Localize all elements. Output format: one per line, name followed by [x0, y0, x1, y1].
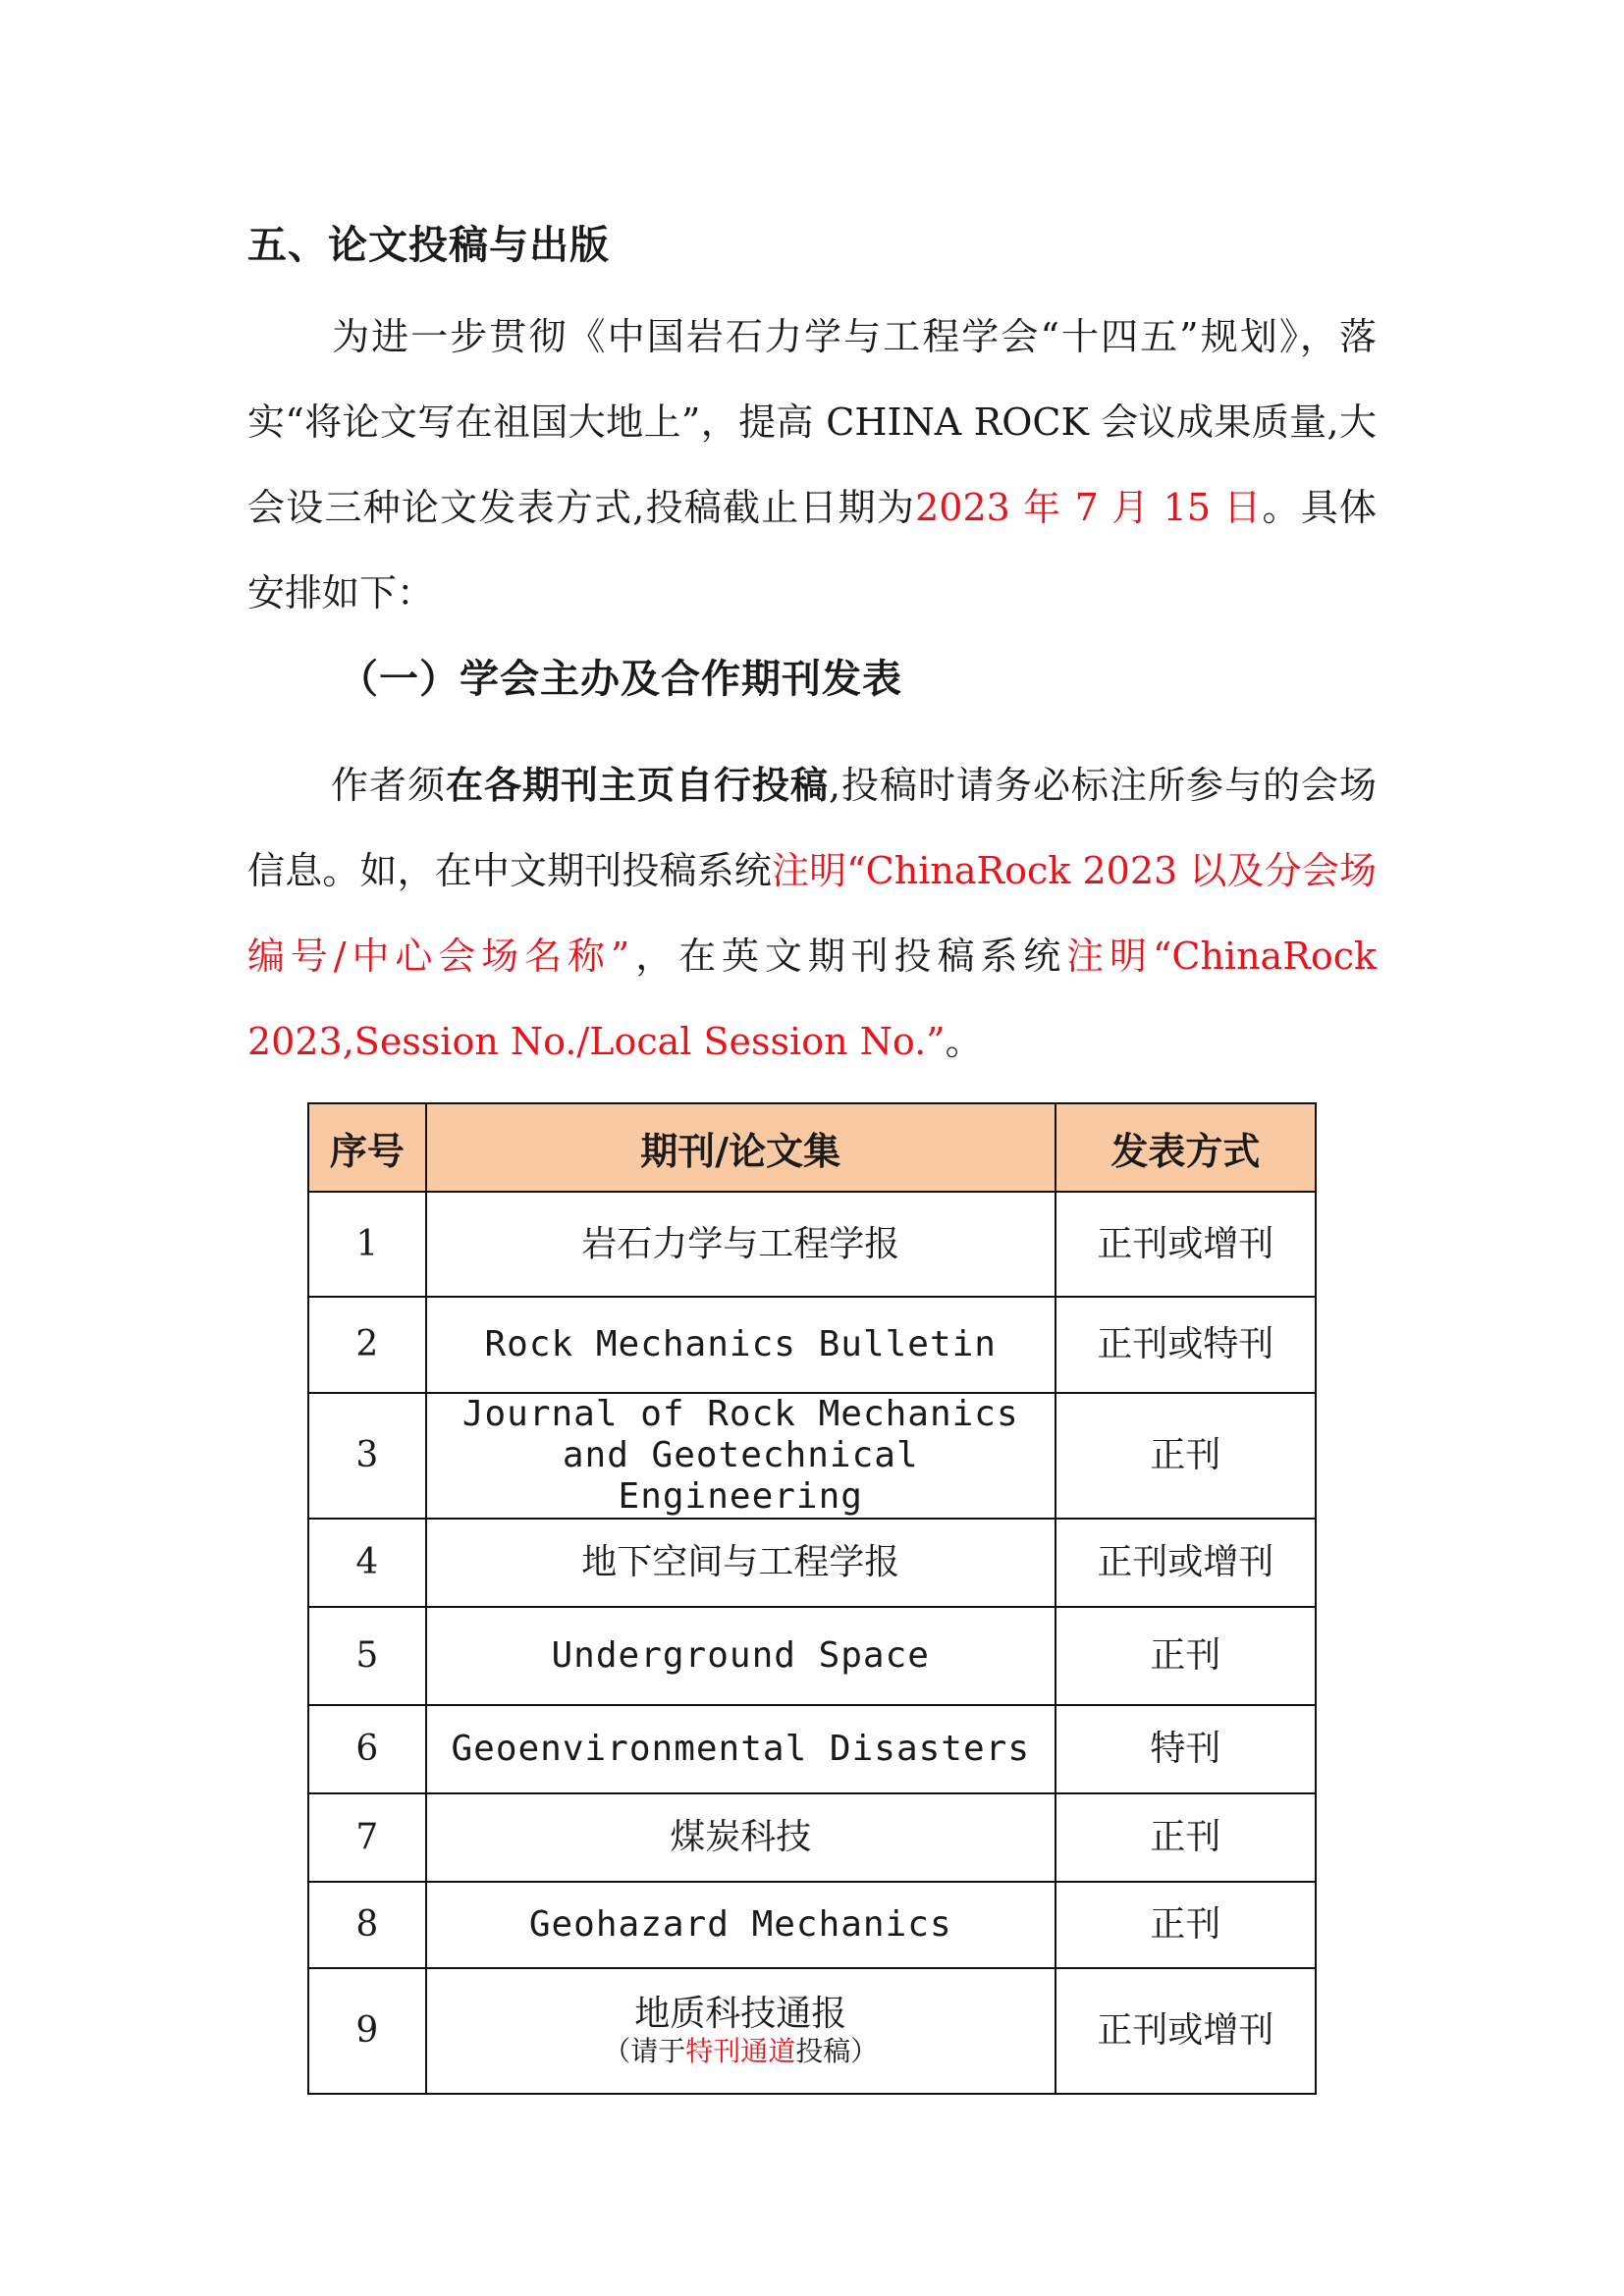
row-no: 1 [308, 1192, 426, 1297]
row-no: 4 [308, 1519, 426, 1607]
table-row [308, 1882, 1316, 1968]
submission-paragraph [247, 742, 1377, 1085]
intro-paragraph [247, 294, 1377, 636]
sub-text-3: ，在英文期刊投稿系统 [629, 934, 1067, 978]
table-row [308, 1968, 1316, 2094]
row-mode: 正刊 [1056, 1793, 1316, 1882]
row-mode: 正刊 [1056, 1882, 1316, 1968]
row-no: 5 [308, 1607, 426, 1705]
row-journal: Rock Mechanics Bulletin [426, 1297, 1056, 1393]
row-mode: 正刊 [1056, 1607, 1316, 1705]
header-journal: 期刊/论文集 [426, 1103, 1056, 1192]
row-no: 8 [308, 1882, 426, 1968]
sub-text-4: 。 [945, 1020, 983, 1063]
row-mode: 正刊 [1056, 1393, 1316, 1519]
row-journal: Geoenvironmental Disasters [426, 1705, 1056, 1793]
row-mode: 正刊或特刊 [1056, 1297, 1316, 1393]
subsection-heading: （一）学会主办及合作期刊发表 [339, 657, 902, 702]
deadline-date: 2023 年 7 月 15 日 [915, 486, 1263, 529]
header-no: 序号 [308, 1103, 426, 1192]
row-mode: 正刊或增刊 [1056, 1519, 1316, 1607]
row-journal: Geohazard Mechanics [426, 1882, 1056, 1968]
row-journal: 煤炭科技 [426, 1793, 1056, 1882]
table-row [308, 1793, 1316, 1882]
special-channel: 特刊通道 [685, 2035, 796, 2067]
row-no: 2 [308, 1297, 426, 1393]
table-row [308, 1393, 1316, 1519]
table-row [308, 1705, 1316, 1793]
table-row [308, 1607, 1316, 1705]
row-no: 9 [308, 1968, 426, 2094]
submission-note [427, 2035, 1055, 2068]
table-row [308, 1192, 1316, 1297]
row-no: 7 [308, 1793, 426, 1882]
row-journal: 岩石力学与工程学报 [426, 1192, 1056, 1297]
intro-text: 为进一步贯彻《中国岩石力学与工程学会“十四五”规划》，落实“将论文写在祖国大地上”，提高 CHINA ROCK 会议成果质量,大会设三种论文发表方式,投稿截止日期为 [247, 315, 1377, 529]
sub-text-1: 作者须 [330, 764, 446, 807]
intro-text-end: 。具体安排如下： [247, 486, 1377, 614]
row-mode: 正刊或增刊 [1056, 1192, 1316, 1297]
table-row [308, 1297, 1316, 1393]
row-journal: 地质科技通报 [634, 1994, 847, 2034]
note-prefix: （请于 [603, 2035, 686, 2067]
sub-text-bold: 在各期刊主页自行投稿 [445, 763, 829, 807]
row-journal: Journal of Rock Mechanics and Geotechnical Engineering [426, 1393, 1056, 1519]
table-header-row [308, 1103, 1316, 1192]
cn-note: 注明“ChinaRock 2023 以及分会场编号/中心会场名称” [247, 849, 1377, 978]
note-suffix: 投稿） [795, 2035, 879, 2067]
row-no: 6 [308, 1705, 426, 1793]
row-journal: 地下空间与工程学报 [426, 1519, 1056, 1607]
table-row [308, 1519, 1316, 1607]
row-no: 3 [308, 1393, 426, 1519]
en-note: 注明“ChinaRock 2023,Session No./Local Session No.” [247, 934, 1378, 1063]
section-heading: 五、论文投稿与出版 [247, 223, 610, 268]
row-journal-cell [426, 1968, 1056, 2094]
row-mode: 特刊 [1056, 1705, 1316, 1793]
row-mode: 正刊或增刊 [1056, 1968, 1316, 2094]
row-journal: Underground Space [426, 1607, 1056, 1705]
journal-table [307, 1102, 1317, 2095]
sub-text-2: ,投稿时请务必标注所参与的会场信息。如，在中文期刊投稿系统 [247, 764, 1377, 892]
header-mode: 发表方式 [1056, 1103, 1316, 1192]
